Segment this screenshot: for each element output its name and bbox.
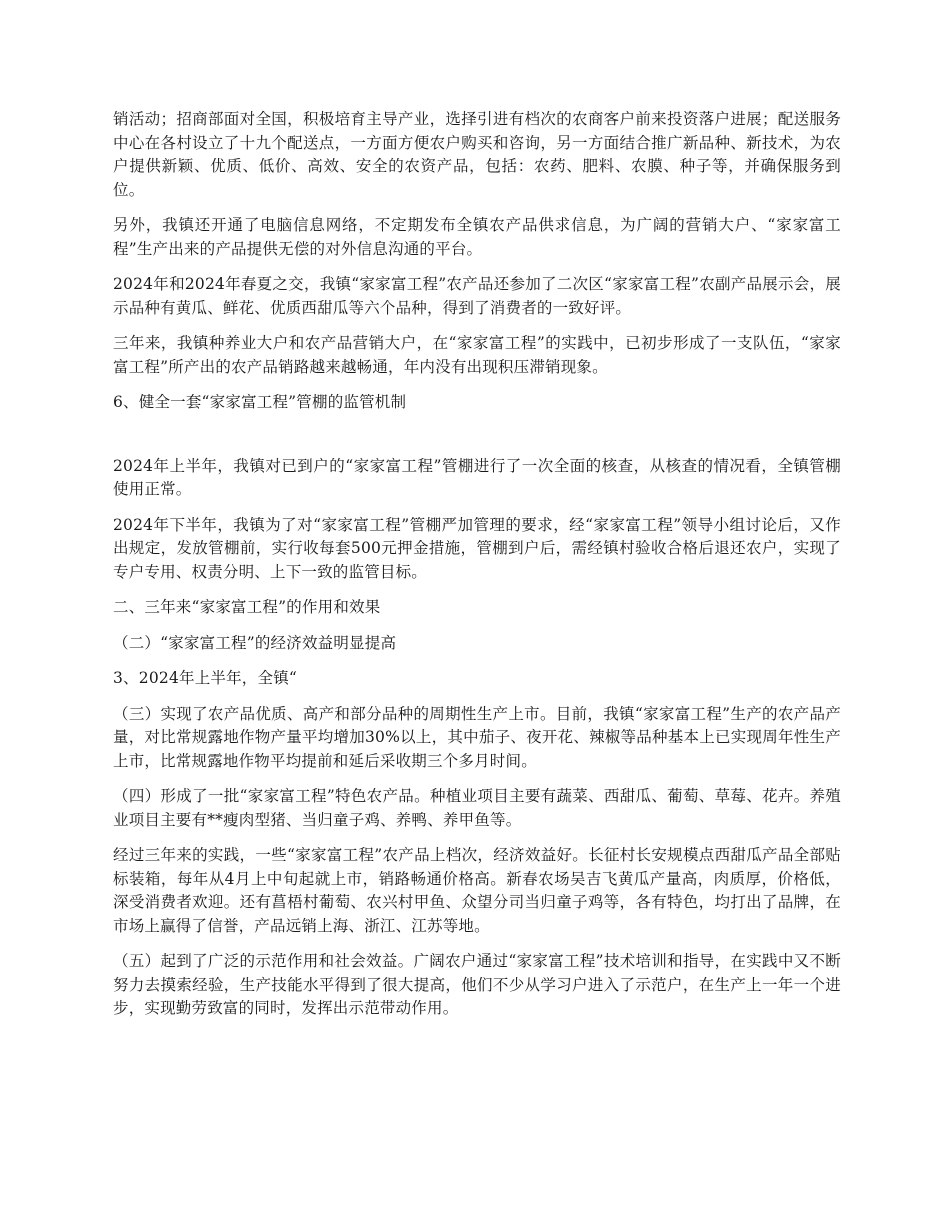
paragraph-distribution-service: 销活动；招商部面对全国，积极培育主导产业，选择引进有档次的农商客户前来投资落户进展；配送服务中心在各村设立了十九个配送点，一方面方便农户购买和咨询，另一方面结合推广新品种、新技术，为农户提供新颖、优质、低价、高效、安全的农资产品，包括：农药、肥料、农膜、种子等，并确保服务到位。 bbox=[113, 110, 841, 199]
document-body bbox=[113, 108, 841, 1021]
paragraph-item-3: 3、2024年上半年，全镇“ bbox=[113, 669, 298, 687]
paragraph-first-half-inspection: 2024年上半年，我镇对已到户的“家家富工程”管棚进行了一次全面的核查，从核查的情况看，全镇管棚使用正常。 bbox=[113, 456, 841, 498]
paragraph-exhibition: 2024年和2024年春夏之交，我镇“家家富工程”农产品还参加了二次区“家家富工程”农副产品展示会，展示品种有黄瓜、鲜花、优质西甜瓜等六个品种，得到了消费者的一致好评。 bbox=[113, 275, 841, 317]
paragraph-second-half-rules: 2024年下半年，我镇为了对“家家富工程”管棚严加管理的要求，经“家家富工程”领导小组讨论后，又作出规定，发放管棚前，实行收每套500元押金措施，管棚到户后，需经镇村验收合格后退还农户，实现了专户专用、权责分明、上下一致的监管目标。 bbox=[113, 515, 841, 581]
paragraph-info-network: 另外，我镇还开通了电脑信息网络，不定期发布全镇农产品供求信息，为广阔的营销大户、“家家富工程”生产出来的产品提供无偿的对外信息沟通的平台。 bbox=[113, 216, 841, 258]
subheading-economic-benefit: （二）“家家富工程”的经济效益明显提高 bbox=[113, 633, 397, 652]
paragraph-specialty-products: （四）形成了一批“家家富工程”特色农产品。种植业项目主要有蔬菜、西甜瓜、葡萄、草莓、花卉。养殖业项目主要有**瘦肉型猪、当归童子鸡、养鸭、养甲鱼等。 bbox=[113, 787, 841, 829]
section-heading-supervision: 6、健全一套“家家富工程”管棚的监管机制 bbox=[113, 393, 407, 411]
paragraph-demonstration-effect: （五）起到了广泛的示范作用和社会效益。广阔农户通过“家家富工程”技术培训和指导，在实践中又不断努力去摸索经验，生产技能水平得到了很大提高，他们不少从学习户进入了示范户，在生产上一年一个进步，实现勤劳致富的同时，发挥出示范带动作用。 bbox=[113, 952, 841, 1017]
paragraph-marketing-team: 三年来，我镇种养业大户和农产品营销大户，在“家家富工程”的实践中，已初步形成了一支队伍，“家家富工程”所产出的农产品销路越来越畅通，年内没有出现积压滞销现象。 bbox=[113, 334, 841, 376]
paragraph-quality-yield: （三）实现了农产品优质、高产和部分品种的周期性生产上市。目前，我镇“家家富工程”生产的农产品产量，对比常规露地作物产量平均增加30%以上，其中茄子、夜开花、辣椒等品种基本上已实现周年性生产上市，比常规露地作物平均提前和延后采收期三个多月时间。 bbox=[113, 704, 841, 770]
paragraph-practice-results: 经过三年来的实践，一些“家家富工程”农产品上档次，经济效益好。长征村长安规模点西甜瓜产品全部贴标装箱，每年从4月上中旬起就上市，销路畅通价格高。新春农场吴吉飞黄瓜产量高，肉质厚，价格低，深受消费者欢迎。还有菖梧村葡萄、农兴村甲鱼、众望分司当归童子鸡等，各有特色，均打出了品牌，在市场上赢得了信誉，产品远销上海、浙江、江苏等地。 bbox=[113, 846, 841, 935]
section-heading-effects: 二、三年来“家家富工程”的作用和效果 bbox=[113, 598, 381, 616]
